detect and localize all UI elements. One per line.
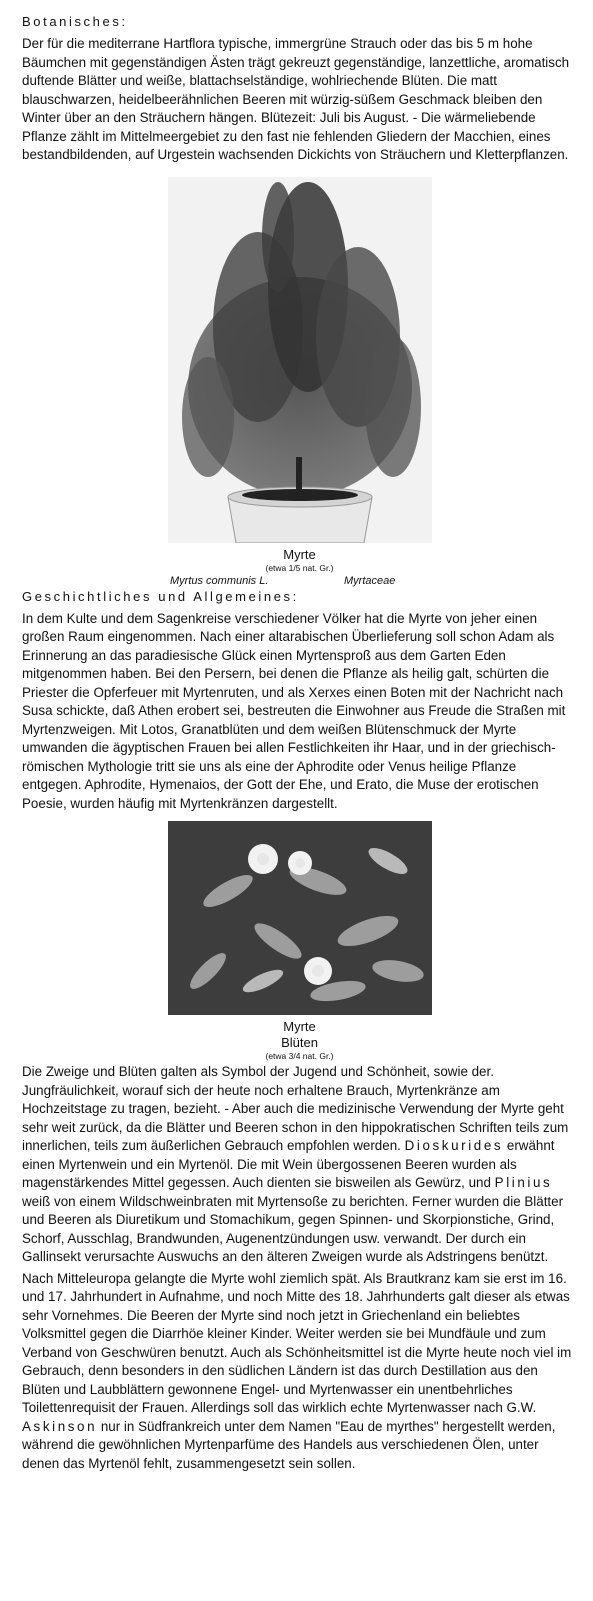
medizin-paragraph [22, 1063, 577, 1267]
figure2-scale: (etwa 3/4 nat. Gr.) [265, 1051, 334, 1061]
figure2-title: Myrte [283, 1019, 316, 1034]
mitteleuropa-text-b: nur in Südfrankreich unter dem Namen "Eau de myrthes" hergestellt werden, während die gewöhnlichen Myrtenparfüme des Handels aus verschiedenen Ölen, unter denen das Myrtenöl fehlt, zusammengesetzt sein sollen. [22, 1418, 556, 1471]
figure2-subtitle: Blüten [281, 1035, 318, 1050]
medizin-text-c: weiß von einem Wildschweinbraten mit Myrtensoße zu berichten. Ferner wurden die Blätter und Beeren als Diuretikum und Stomachikum, gegen Spinnen- und Skorpionstiche, Grind, Schorf, Ausschlag, Brandwunden, Augenentzündungen usw. verwandt. Der durch ein Gallinsekt verursachte Auswuchs an den älteren Zweigen wurde als Adstringens benützt. [22, 1193, 564, 1264]
section-heading-botanisches: Botanisches: [22, 14, 128, 29]
figure2-caption [22, 1019, 577, 1062]
figure1-title: Myrte [283, 546, 316, 562]
latin-name: Myrtus communis L. [170, 574, 269, 587]
shrub-illustration [168, 177, 432, 543]
myrtle-flowers-photo [168, 821, 432, 1015]
section-heading-geschichtliches: Geschichtliches und Allgemeines: [22, 588, 299, 604]
medizin-text-a: Die Zweige und Blüten galten als Symbol der Jugend und Schönheit, sowie der. Jungfräulichkeit, worauf sich der heute noch erhaltene Brauch, Myrtenkränze am Hochzeitstage zu tragen, bezieht. - Aber auch die medizinische Verwendung der Myrte geht sehr weit zurück, da die Blätter und Beeren schon in den hippokratischen Schriften teils zum innerlichen, teils zum äußerlichen Gebrauch empfohlen werden. [22, 1064, 569, 1153]
botanisches-paragraph: Der für die mediterrane Hartflora typische, immergrüne Strauch oder das bis 5 m hohe Bäumchen mit gegenständigen Ästen trägt gekreuzt gegenständige, lanzettliche, aromatisch duftende Blätter und weiße, blattachselständige, wohlriechende Blüten. Die matt blauschwarzen, heidelbeerähnlichen Beeren mit würzig-süßem Geschmack bleiben den Winter über an den Sträuchern hängen. Blütezeit: Juli bis August. - Die wärmeliebende Pflanze zählt im Mittelmeergebiet zu den fast nie fehlenden Gliedern der Macchien, eines bestandbildenden, auf Urgestein wachsenden Dickichts von Sträuchern und Kletterpflanzen. [22, 36, 570, 162]
figure1-names [22, 574, 577, 589]
author-askinson: Askinson [22, 1418, 98, 1434]
article [22, 0, 577, 1473]
geschichtliches-paragraph: In dem Kulte und dem Sagenkreise verschiedener Völker hat die Myrte von jeher einen großen Raum eingenommen. Nach einer altarabischen Überlieferung soll schon Adam als Erinnerung an das paradiesische Glück einen Myrtensproß aus dem Garten Eden mitgenommen haben. Bei den Persern, bei denen die Pflanze als heilig galt, schürten die Priester die Opferfeuer mit Myrtenruten, und als Xerxes einen Boten mit der Nachricht nach Susa schickte, daß Athen erobert sei, bestreuten die Einwohner aus Freude die Straßen mit Myrtenzweigen. Mit Lotos, Granatblüten und dem weißen Blütenschmuck der Myrte umwanden die ägyptischen Frauen bei allen Festlichkeiten ihr Haar, und in der griechisch-römischen Mythologie tritt sie uns als eine der Aphrodite oder Venus heilige Pflanze entgegen. Aphrodite, Hymenaios, der Gott der Ehe, und Erato, die Muse der erotischen Poesie, wurden häufig mit Myrtenkränzen dargestellt. [22, 610, 566, 811]
myrtle-shrub-photo [168, 177, 432, 543]
figure1-scale: (etwa 1/5 nat. Gr.) [265, 562, 334, 573]
mitteleuropa-paragraph [22, 1270, 577, 1474]
medizin-text-b: erwähnt einen Myrtenwein und ein Myrtenöl. Die mit Wein übergossenen Beeren wurden als magenstärkendes Mittel gegessen. Auch dienten sie bisweilen als Gewürz, und [22, 1138, 555, 1190]
flowers-illustration [168, 821, 432, 1015]
author-plinius: Plinius [494, 1175, 553, 1190]
family-name: Myrtaceae [344, 574, 396, 587]
figure1-caption [22, 547, 577, 589]
mitteleuropa-text-a: Nach Mitteleuropa gelangte die Myrte wohl ziemlich spät. Als Brautkranz kam sie erst im 16. und 17. Jahrhundert in Aufnahme, und noch Mitte des 18. Jahrhunderts galt dieser als etwas sehr Vornehmes. Die Beeren der Myrte sind noch jetzt in Griechenland ein beliebtes Volksmittel gegen die Diarrhöe kleiner Kinder. Weiter werden sie bei Mundfäule und zum Verband von Geschwüren benutzt. Auch als Schönheitsmittel ist die Myrte heute noch viel im Gebrauch, denn besonders in den südlichen Ländern ist das durch Destillation aus den Blüten und Laubblättern gewonnene Engel- und Myrtenwasser ein unentbehrliches Toilettenrequisit der Frauen. Allerdings soll das wirklich echte Myrtenwasser nach G.W. [22, 1270, 572, 1415]
author-dioskurides: Dioskurides [404, 1138, 504, 1153]
